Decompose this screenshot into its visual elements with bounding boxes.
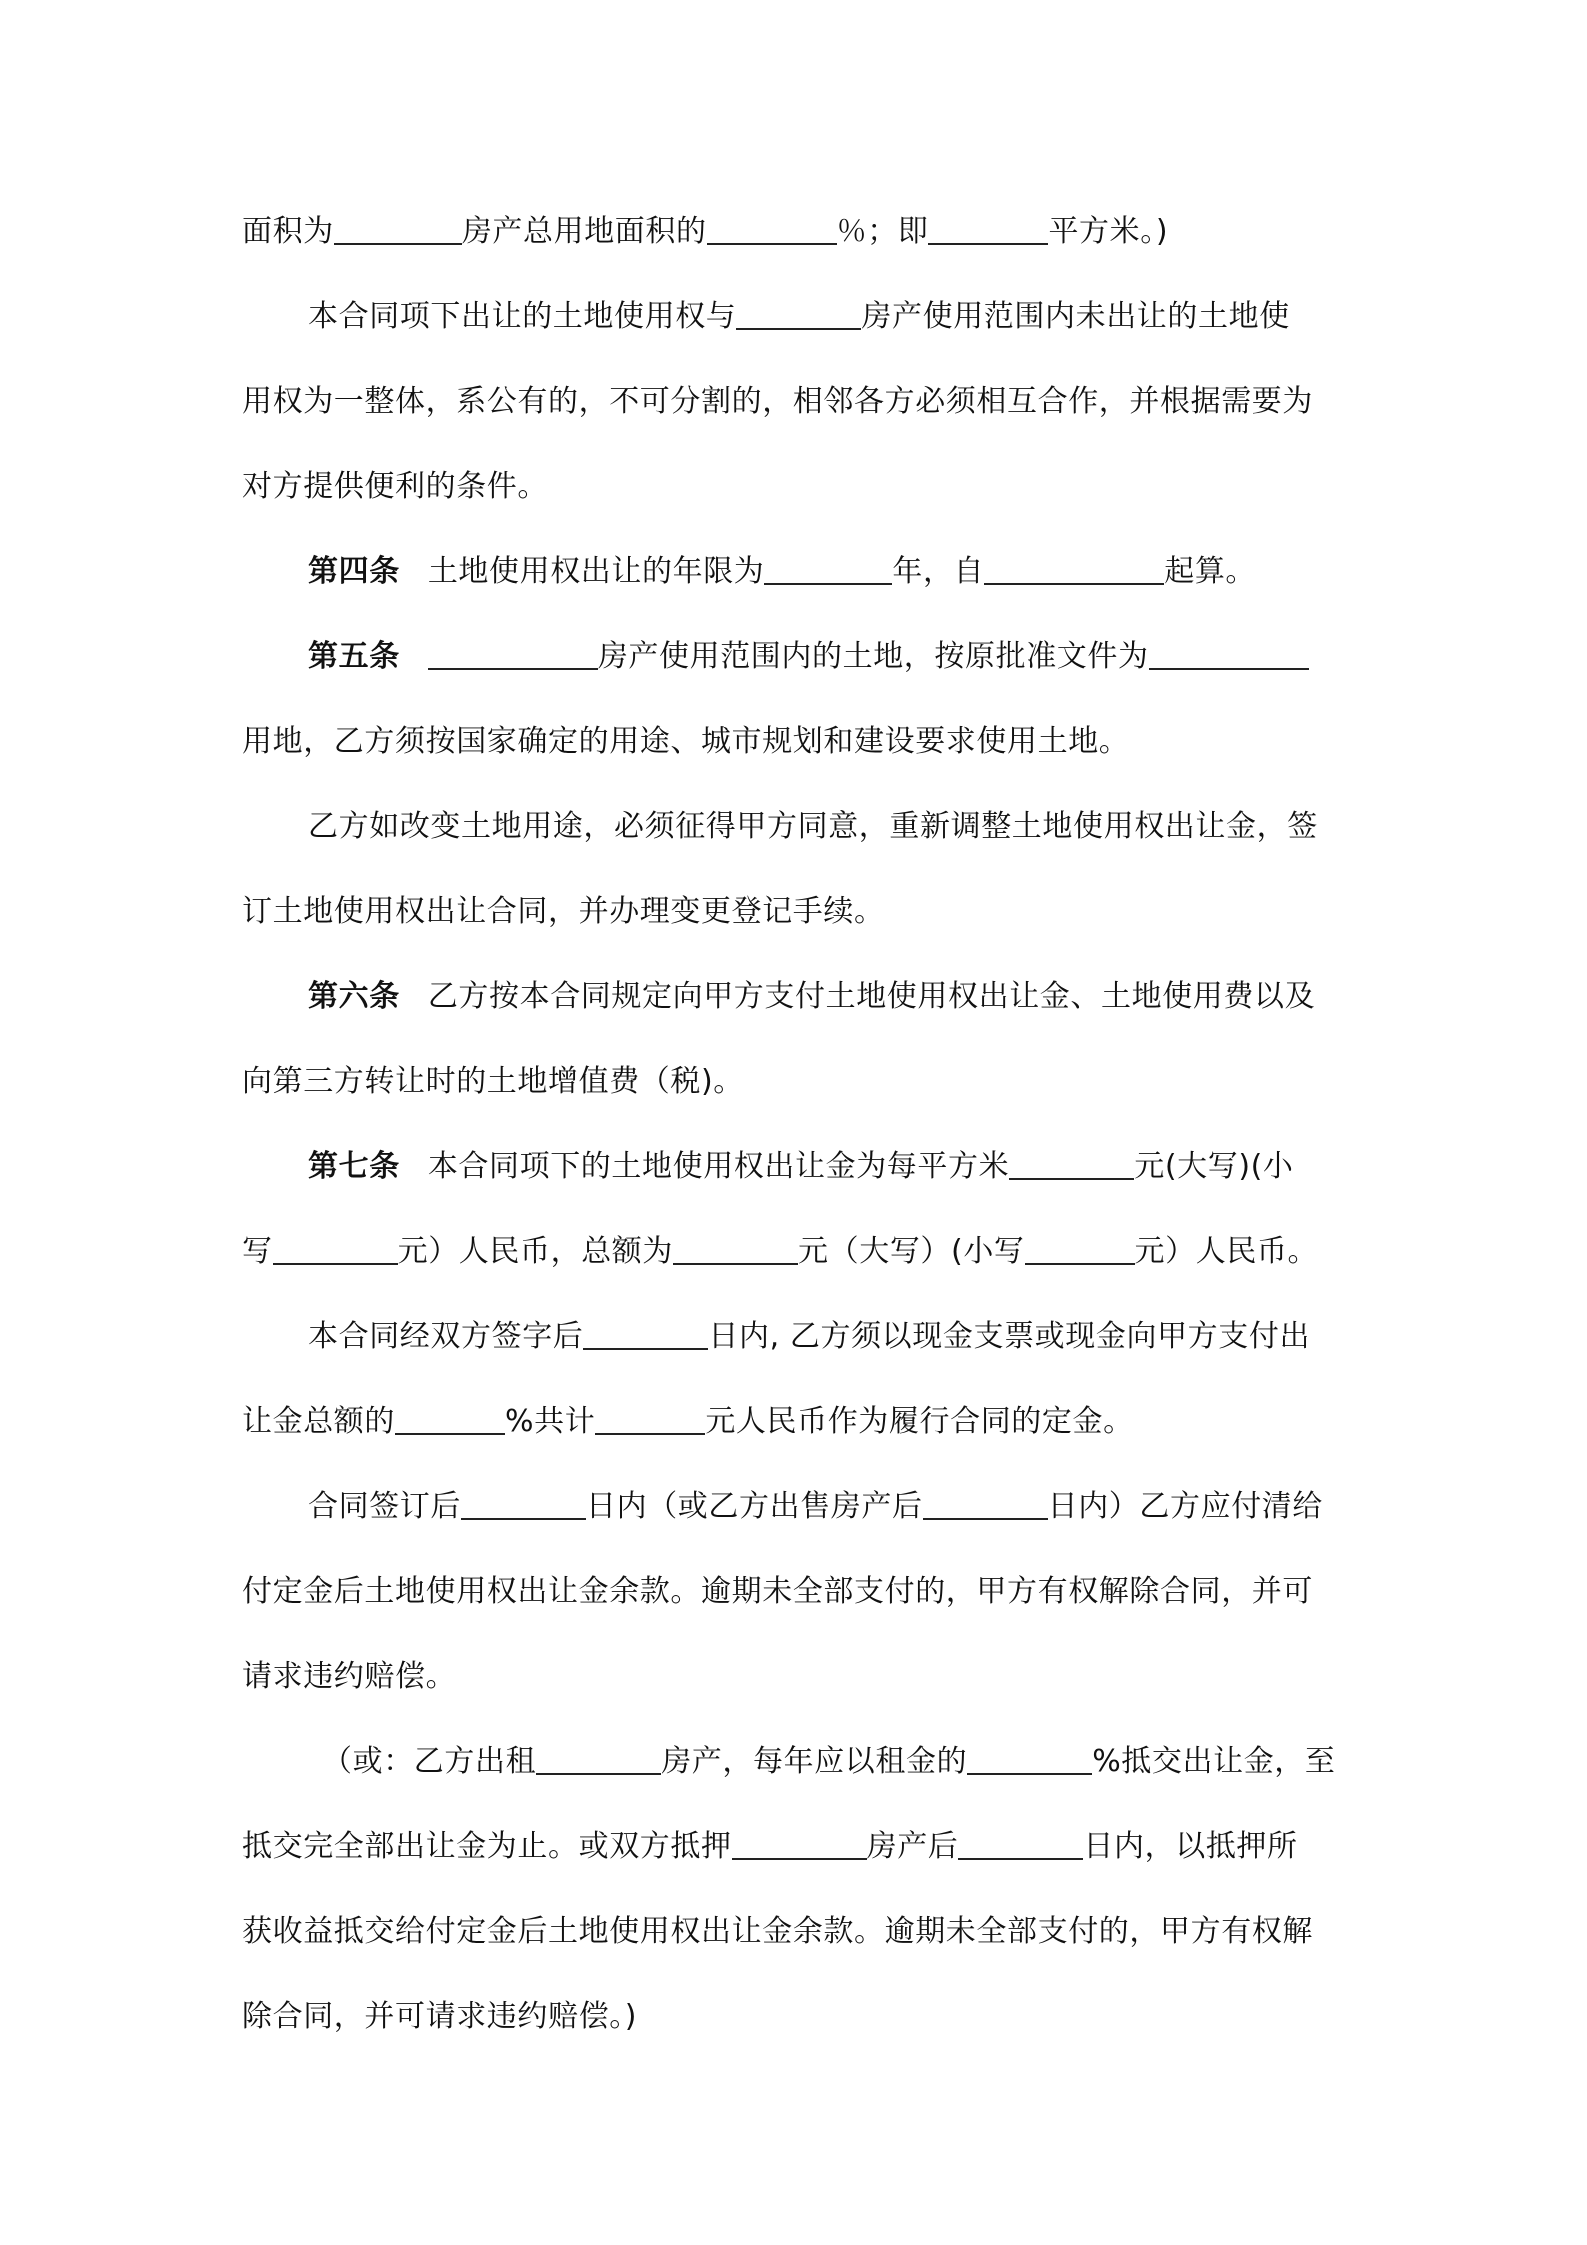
line-text: 日内）乙方应付清给 bbox=[1047, 1489, 1324, 1524]
paragraph-line bbox=[242, 722, 1129, 762]
line-text: 抵交完全部出让金为止。或双方抵押 bbox=[242, 1829, 732, 1864]
line-text: 乙方如改变土地用途，必须征得甲方同意，重新调整土地使用权出让金，签 bbox=[308, 809, 1318, 844]
paragraph-line bbox=[242, 1062, 744, 1102]
fill-blank bbox=[583, 1318, 708, 1350]
article-heading: 第四条 bbox=[308, 554, 400, 589]
fill-blank bbox=[1009, 1148, 1134, 1180]
paragraph-line bbox=[308, 1487, 1323, 1527]
line-text: 土地使用权出让的年限为 bbox=[427, 554, 765, 589]
fill-blank bbox=[536, 1743, 661, 1775]
paragraph-line bbox=[242, 467, 548, 507]
line-text: 除合同，并可请求违约赔偿。) bbox=[242, 1999, 638, 2034]
line-text: 本合同项下出让的土地使用权与 bbox=[308, 299, 737, 334]
line-text: 本合同经双方签字后 bbox=[308, 1319, 584, 1354]
article-heading: 第六条 bbox=[308, 979, 400, 1014]
paragraph-line bbox=[242, 212, 1168, 252]
line-text: 本合同项下的土地使用权出让金为每平方米 bbox=[427, 1149, 1010, 1184]
fill-blank bbox=[395, 1403, 505, 1435]
line-text: 日内（或乙方出售房产后 bbox=[586, 1489, 923, 1524]
paragraph-line bbox=[242, 1827, 1298, 1867]
paragraph-line bbox=[308, 1317, 1310, 1357]
line-text: 用权为一整体，系公有的，不可分割的，相邻各方必须相互合作，并根据需要为 bbox=[242, 384, 1313, 419]
line-text: 元）人民币。 bbox=[1134, 1234, 1319, 1269]
paragraph-line bbox=[242, 1232, 1318, 1272]
line-text: 日内，以抵押所 bbox=[1083, 1829, 1298, 1864]
line-text: ％；即 bbox=[836, 214, 929, 249]
line-text: 元人民币作为履行合同的定金。 bbox=[705, 1404, 1134, 1439]
line-text: 向第三方转让时的土地增值费（税)。 bbox=[242, 1064, 744, 1099]
line-text: 平方米。) bbox=[1048, 214, 1169, 249]
paragraph-line bbox=[242, 892, 885, 932]
fill-blank bbox=[673, 1233, 798, 1265]
paragraph-line bbox=[242, 1657, 456, 1697]
paragraph-line bbox=[322, 1742, 1336, 1782]
fill-blank bbox=[595, 1403, 705, 1435]
line-text: 获收益抵交给付定金后土地使用权出让金余款。逾期未全部支付的，甲方有权解 bbox=[242, 1914, 1313, 1949]
fill-blank bbox=[732, 1828, 867, 1860]
line-text: 元（大写）(小写 bbox=[798, 1234, 1025, 1269]
fill-blank bbox=[428, 638, 598, 670]
fill-blank bbox=[958, 1828, 1083, 1860]
fill-blank bbox=[764, 553, 892, 585]
line-text: 合同签订后 bbox=[308, 1489, 461, 1524]
line-text: %抵交出让金，至 bbox=[1092, 1744, 1336, 1779]
paragraph-line bbox=[242, 1402, 1134, 1442]
article-7 bbox=[308, 1147, 1294, 1187]
line-text: %共计 bbox=[505, 1404, 596, 1439]
line-text: 对方提供便利的条件。 bbox=[242, 469, 548, 504]
article-heading: 第五条 bbox=[308, 639, 400, 674]
line-text: （或：乙方出租 bbox=[322, 1744, 537, 1779]
article-heading: 第七条 bbox=[308, 1149, 400, 1184]
line-text: 元）人民币，总额为 bbox=[397, 1234, 674, 1269]
fill-blank bbox=[984, 553, 1164, 585]
line-text: 房产总用地面积的 bbox=[461, 214, 707, 249]
fill-blank bbox=[461, 1488, 586, 1520]
line-text: 付定金后土地使用权出让金余款。逾期未全部支付的，甲方有权解除合同，并可 bbox=[242, 1574, 1313, 1609]
fill-blank bbox=[707, 213, 837, 245]
fill-blank bbox=[928, 213, 1048, 245]
line-text: 房产使用范围内未出让的土地使 bbox=[861, 299, 1290, 334]
line-text: 元(大写)(小 bbox=[1134, 1149, 1294, 1184]
fill-blank bbox=[923, 1488, 1048, 1520]
line-text: 用地，乙方须按国家确定的用途、城市规划和建设要求使用土地。 bbox=[242, 724, 1130, 759]
fill-blank bbox=[967, 1743, 1092, 1775]
article-5 bbox=[308, 637, 1309, 677]
line-text: 房产后 bbox=[866, 1829, 959, 1864]
line-text: 起算。 bbox=[1164, 554, 1257, 589]
line-text: 房产使用范围内的土地，按原批准文件为 bbox=[597, 639, 1149, 674]
fill-blank bbox=[1025, 1233, 1135, 1265]
line-text: 乙方按本合同规定向甲方支付土地使用权出让金、土地使用费以及 bbox=[427, 979, 1316, 1014]
fill-blank bbox=[1149, 638, 1309, 670]
line-text: 房产，每年应以租金的 bbox=[661, 1744, 968, 1779]
line-text: 订土地使用权出让合同，并办理变更登记手续。 bbox=[242, 894, 885, 929]
paragraph-line bbox=[242, 1912, 1313, 1952]
article-6 bbox=[308, 977, 1315, 1017]
paragraph-line bbox=[308, 297, 1290, 337]
line-text: 年，自 bbox=[892, 554, 985, 589]
line-text: 面积为 bbox=[242, 214, 334, 249]
fill-blank bbox=[273, 1233, 398, 1265]
paragraph-line bbox=[308, 807, 1318, 847]
article-4 bbox=[308, 552, 1256, 592]
line-text: 写 bbox=[242, 1234, 273, 1269]
paragraph-line bbox=[242, 1997, 637, 2037]
paragraph-line bbox=[242, 382, 1313, 422]
line-text: 让金总额的 bbox=[242, 1404, 395, 1439]
paragraph-line bbox=[242, 1572, 1313, 1612]
fill-blank bbox=[736, 298, 861, 330]
line-text: 日内, 乙方须以现金支票或现金向甲方支付出 bbox=[708, 1319, 1311, 1354]
line-text: 请求违约赔偿。 bbox=[242, 1659, 457, 1694]
fill-blank bbox=[334, 213, 462, 245]
